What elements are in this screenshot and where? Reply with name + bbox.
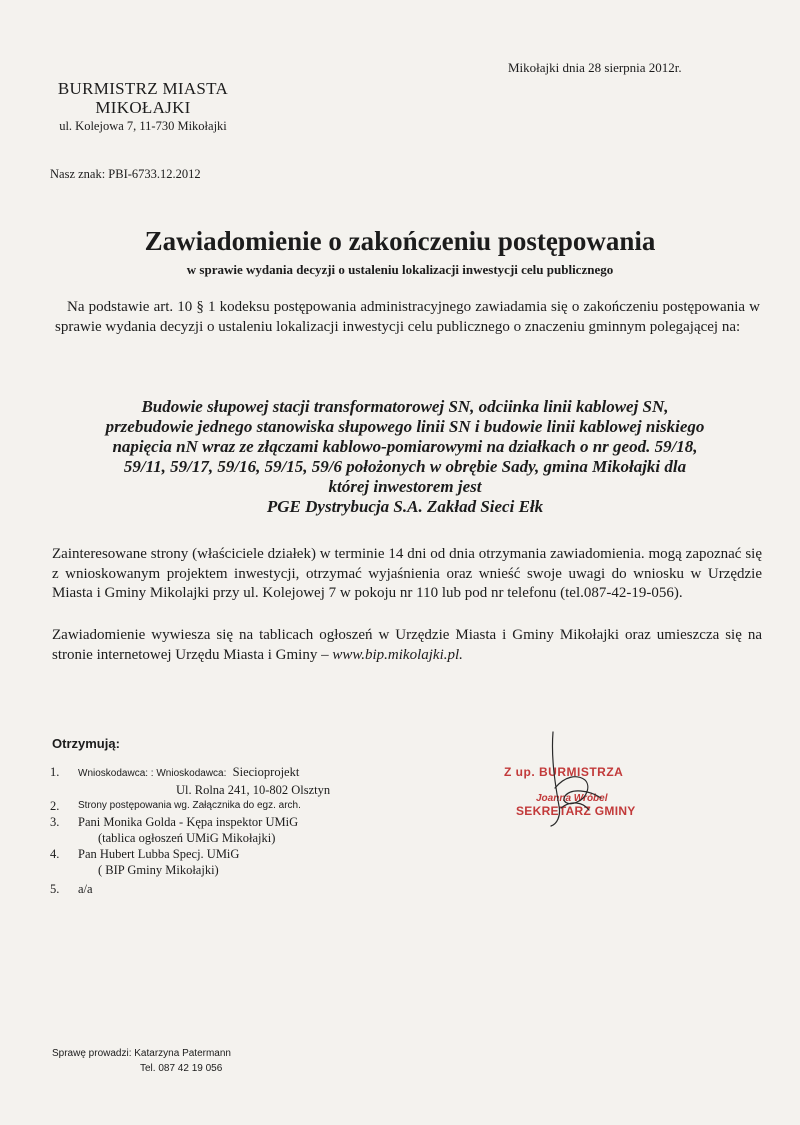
- publication-paragraph: [52, 626, 762, 665]
- recipients-list: [50, 764, 370, 897]
- bip-link[interactable]: www.bip.mikolajki.pl.: [332, 646, 463, 663]
- intro-text: Na podstawie art. 10 § 1 kodeksu postępowania administracyjnego zawiadamia się o zakończeniu postępowania w sprawie wydania decyzji o ustaleniu lokalizacji inwestycji celu publicznego o znaczeniu gminnym polegającej na:: [55, 299, 760, 335]
- decision-block: [60, 397, 750, 517]
- case-handler-phone: Tel. 087 42 19 056: [140, 1063, 223, 1074]
- recipient-item: [50, 846, 370, 878]
- decision-line: przebudowie jednego stanowiska słupowego linii SN i budowie linii kablowej niskiego: [105, 417, 705, 436]
- publication-text-body: Zawiadomienie wywiesza się na tablicach ogłoszeń w Urzędzie Miasta i Gminy Mikołajki oraz umieszcza się na stronie internetowej Urzędu Miasta i Gminy –: [52, 627, 762, 663]
- recipient-item: [50, 881, 370, 897]
- decision-line: Budowie słupowej stacji transformatorowej SN, odciinka linii kablowej SN,: [141, 397, 669, 416]
- recipient-label: Wnioskodawca: : Wnioskodawca:: [78, 768, 227, 779]
- recipient-name: Pan Hubert Lubba Specj. UMiG: [78, 847, 240, 861]
- recipient-item: [50, 798, 370, 814]
- recipient-item: [50, 764, 370, 798]
- recipient-number: 2.: [50, 799, 60, 813]
- document-title: Zawiadomienie o zakończeniu postępowania: [144, 226, 656, 256]
- decision-line: 59/11, 59/17, 59/16, 59/15, 59/6 położonych w obrębie Sady, gmina Mikołajki dla: [123, 457, 687, 476]
- stamp-line-authority: Z up. BURMISTRZA: [504, 765, 624, 779]
- sender-block: [48, 79, 238, 136]
- sender-address: ul. Kolejowa 7, 11-730 Mikołajki: [59, 119, 227, 133]
- recipient-name: Strony postępowania wg. Załącznika do egz. arch.: [78, 800, 301, 811]
- parties-text: Zainteresowane strony (właściciele działek) w terminie 14 dni od dnia otrzymania zawiadomienia. mogą zapoznać się z wnioskowanym projektem inwestycji, otrzymać wyjaśnienia oraz wnieść swoje uwagi do wniosku w Urzędzie Miasta i Gminy Mikolajki przy ul. Kolejowej 7 w pokoju nr 110 lub pod nr telefonu (tel.087-42-19-056).: [52, 546, 762, 601]
- decision-line: napięcia nN wraz ze złączami kablowo-pomiarowymi na działkach o nr geod. 59/18,: [112, 437, 698, 456]
- parties-paragraph: [52, 545, 762, 604]
- recipient-name: a/a: [78, 882, 93, 896]
- recipient-name: Siecioprojekt: [232, 765, 300, 779]
- recipient-address: Ul. Rolna 241, 10-802 Olsztyn: [176, 783, 331, 797]
- handwritten-signature: [515, 728, 625, 838]
- recipient-number: 1.: [50, 765, 60, 779]
- document-date: Mikołajki dnia 28 sierpnia 2012r.: [508, 60, 682, 75]
- stamp-line-name: Joanna Wróbel: [536, 793, 608, 804]
- sender-city: MIKOŁAJKI: [95, 98, 191, 117]
- publication-text: [52, 626, 762, 665]
- recipient-number: 3.: [50, 815, 60, 829]
- recipients-heading: Otrzymują:: [52, 736, 120, 751]
- stamp-line-role: SEKRETARZ GMINY: [516, 804, 636, 818]
- recipient-name: Pani Monika Golda - Kępa inspektor UMiG: [78, 815, 299, 829]
- recipient-number: 4.: [50, 847, 60, 861]
- decision-investor-line: PGE Dystrybucja S.A. Zakład Sieci Ełk: [266, 497, 544, 516]
- recipient-note: ( BIP Gminy Mikołajki): [98, 863, 219, 877]
- recipient-note: (tablica ogłoszeń UMiG Mikołajki): [98, 831, 276, 845]
- footer-block: [52, 1046, 231, 1076]
- reference-number: Nasz znak: PBI-6733.12.2012: [50, 167, 201, 181]
- intro-paragraph: [55, 297, 760, 337]
- sender-title: BURMISTRZ MIASTA: [57, 79, 229, 98]
- recipient-line: [78, 764, 370, 782]
- recipient-item: [50, 814, 370, 846]
- decision-line: której inwestorem jest: [328, 477, 482, 496]
- recipient-number: 5.: [50, 882, 60, 896]
- document-subtitle: w sprawie wydania decyzji o ustaleniu lokalizacji inwestycji celu publicznego: [186, 262, 614, 277]
- case-handler: Sprawę prowadzi: Katarzyna Patermann: [52, 1048, 231, 1059]
